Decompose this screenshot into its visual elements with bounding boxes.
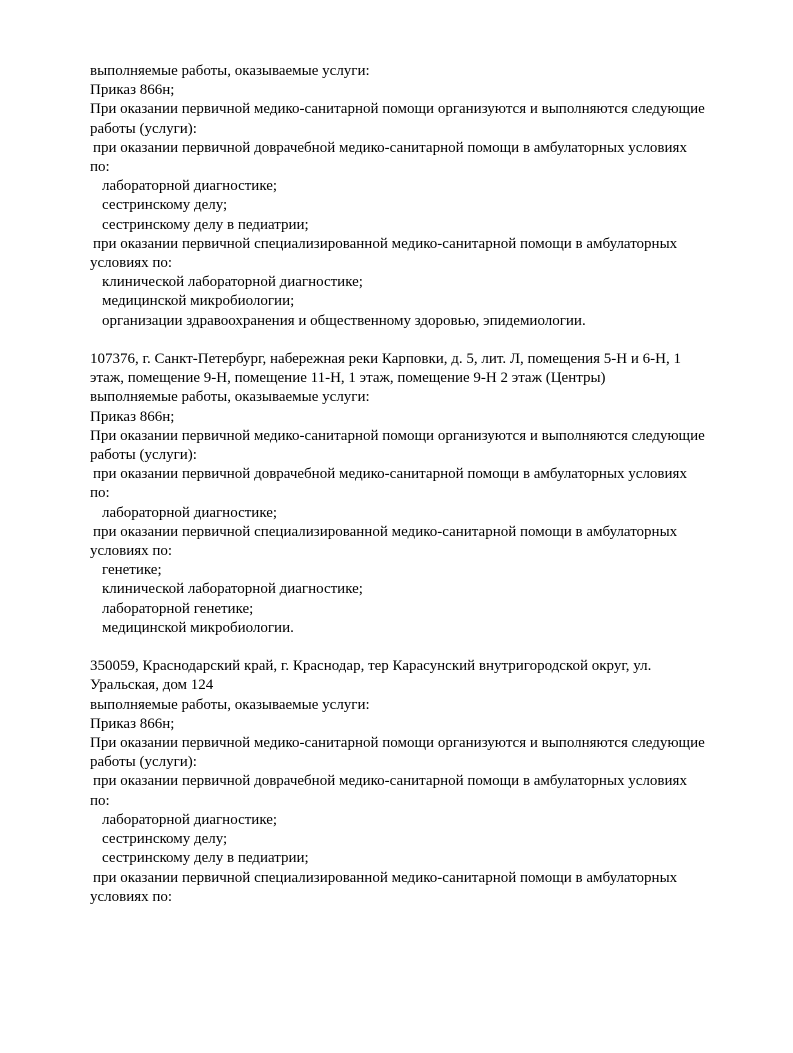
document-section (90, 657, 737, 907)
text-line: Приказ 866н; (90, 715, 175, 732)
text-line: лабораторной диагностике; (102, 811, 278, 828)
text-line: Уральская, дом 124 (90, 677, 214, 694)
text-line: лабораторной диагностике; (102, 178, 278, 195)
text-line: При оказании первичной медико-санитарной помощи организуются и выполняются следующие (90, 101, 705, 118)
text-line: по: (90, 792, 110, 809)
text-line: при оказании первичной специализированной медико-санитарной помощи в амбулаторных (93, 869, 678, 886)
text-line: 350059, Краснодарский край, г. Краснодар, тер Карасунский внутригородской округ, ул. (90, 658, 652, 675)
text-line: клинической лабораторной диагностике; (102, 274, 363, 291)
text-line: сестринскому делу; (102, 831, 228, 848)
text-line: при оказании первичной специализированной медико-санитарной помощи в амбулаторных (93, 523, 678, 540)
text-line: работы (услуги): (90, 754, 197, 771)
text-line: работы (услуги): (90, 120, 197, 137)
text-line: при оказании первичной доврачебной медико-санитарной помощи в амбулаторных условиях (93, 139, 687, 156)
text-line: выполняемые работы, оказываемые услуги: (90, 696, 370, 713)
document-section (90, 350, 737, 638)
text-line: по: (90, 159, 110, 176)
document-body (90, 62, 737, 907)
text-line: организации здравоохранения и общественному здоровью, эпидемиологии. (102, 312, 586, 329)
text-line: сестринскому делу в педиатрии; (102, 850, 309, 867)
text-line: по: (90, 485, 110, 502)
text-line: при оказании первичной доврачебной медико-санитарной помощи в амбулаторных условиях (93, 773, 687, 790)
text-line: медицинской микробиологии. (102, 619, 294, 636)
text-line: сестринскому делу в педиатрии; (102, 216, 309, 233)
text-line: условиях по: (90, 543, 173, 560)
text-line: работы (услуги): (90, 447, 197, 464)
text-line: лабораторной диагностике; (102, 504, 278, 521)
text-line: выполняемые работы, оказываемые услуги: (90, 389, 370, 406)
text-line: 107376, г. Санкт-Петербург, набережная реки Карповки, д. 5, лит. Л, помещения 5-Н и 6-Н, 1 (90, 351, 681, 368)
text-line: выполняемые работы, оказываемые услуги: (90, 63, 370, 79)
text-line: При оказании первичной медико-санитарной помощи организуются и выполняются следующие (90, 427, 705, 444)
text-line: клинической лабораторной диагностике; (102, 581, 363, 598)
text-line: Приказ 866н; (90, 82, 175, 99)
text-line: генетике; (102, 562, 162, 579)
document-section (90, 62, 737, 331)
text-line: медицинской микробиологии; (102, 293, 295, 310)
text-line: этаж, помещение 9-Н, помещение 11-Н, 1 этаж, помещение 9-Н 2 этаж (Центры) (90, 370, 606, 387)
text-line: при оказании первичной доврачебной медико-санитарной помощи в амбулаторных условиях (93, 466, 687, 483)
text-line: При оказании первичной медико-санитарной помощи организуются и выполняются следующие (90, 735, 705, 752)
text-line: Приказ 866н; (90, 408, 175, 425)
text-line: лабораторной генетике; (102, 600, 254, 617)
text-line: условиях по: (90, 255, 173, 272)
text-line: при оказании первичной специализированной медико-санитарной помощи в амбулаторных (93, 235, 678, 252)
text-line: сестринскому делу; (102, 197, 228, 214)
text-line: условиях по: (90, 888, 173, 905)
